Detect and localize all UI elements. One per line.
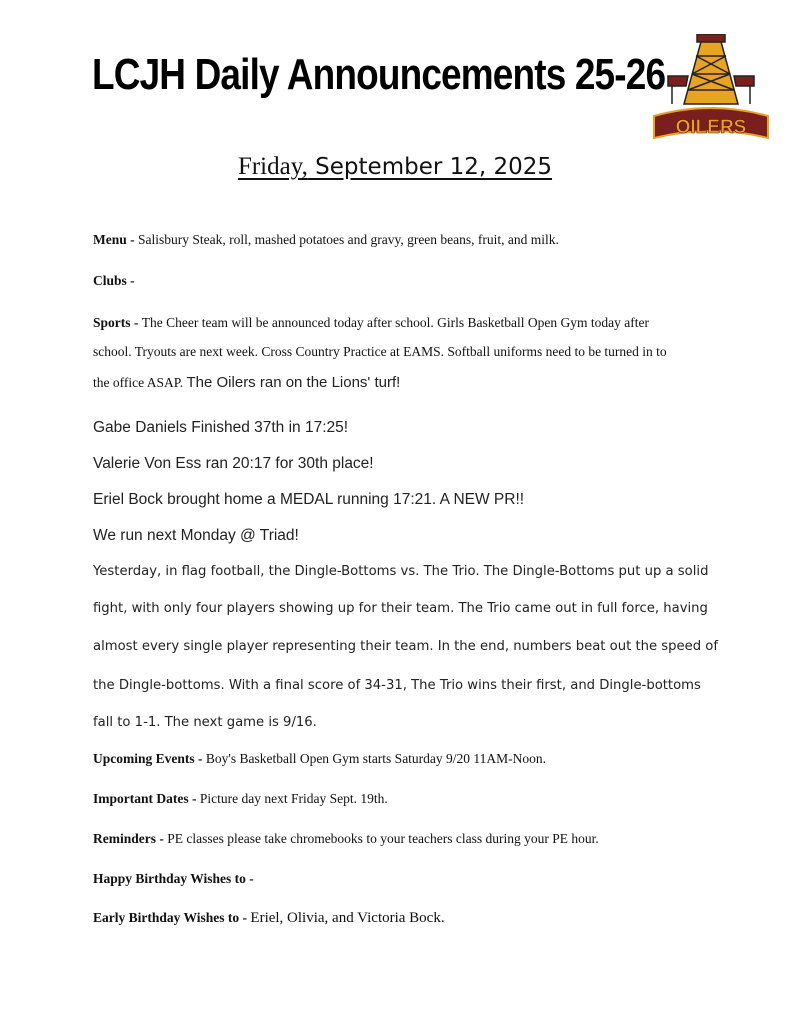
sports-line-1: [93, 315, 649, 331]
cc-result-1: Gabe Daniels Finished 37th in 17:25!: [93, 419, 349, 436]
menu-line: [93, 232, 559, 248]
clubs-line: [93, 273, 135, 289]
reminders-text: PE classes please take chromebooks to your teachers class during your PE hour.: [167, 831, 599, 846]
important-dates-line: [93, 791, 388, 807]
date-full: September 12, 2025: [307, 154, 553, 180]
early-birthday-label: Early Birthday Wishes to -: [93, 910, 251, 925]
clubs-label: Clubs -: [93, 273, 135, 288]
upcoming-events-text: Boy's Basketball Open Gym starts Saturday 9/20 11AM-Noon.: [205, 751, 547, 766]
svg-text:OILERS: OILERS: [675, 117, 747, 138]
flag-football-line-3: almost every single player representing their team. In the end, numbers beat out the speed of: [93, 639, 719, 654]
flag-football-line-5: fall to 1-1. The next game is 9/16.: [93, 715, 317, 730]
date-weekday: Friday,: [237, 153, 308, 180]
birthday-line: [93, 871, 254, 887]
sports-line-3: [93, 374, 400, 391]
important-dates-text: Picture day next Friday Sept. 19th.: [199, 791, 388, 806]
announcement-date: [0, 153, 790, 181]
important-dates-label: Important Dates -: [93, 791, 200, 806]
sports-text-3b: The Oilers ran on the Lions' turf!: [186, 374, 401, 391]
sports-text-1: The Cheer team will be announced today after school. Girls Basketball Open Gym today after: [141, 315, 649, 330]
sports-line-2: school. Tryouts are next week. Cross Country Practice at EAMS. Softball uniforms need to be turned in to: [93, 344, 667, 359]
flag-football-line-2: fight, with only four players showing up for their team. The Trio came out in full force, having: [93, 601, 708, 616]
upcoming-events-line: [93, 751, 546, 767]
oilers-logo: [650, 34, 772, 142]
flag-football-line-4: the Dingle-bottoms. With a final score of 34-31, The Trio wins their first, and Dingle-bottoms: [93, 678, 701, 693]
sports-text-3a: the office ASAP.: [93, 375, 187, 390]
page-title: LCJH Daily Announcements 25-26: [92, 50, 666, 99]
cc-result-2: Valerie Von Ess ran 20:17 for 30th place!: [93, 455, 374, 472]
reminders-line: [93, 831, 599, 847]
menu-label: Menu -: [93, 232, 138, 247]
birthday-label: Happy Birthday Wishes to -: [93, 871, 254, 886]
early-birthday-line: [93, 910, 445, 927]
flag-football-line-1: Yesterday, in flag football, the Dingle-Bottoms vs. The Trio. The Dingle-Bottoms put up a solid: [93, 564, 709, 579]
oil-derrick-icon: [668, 34, 754, 104]
cc-next-meet: We run next Monday @ Triad!: [93, 527, 299, 544]
cc-result-3: Eriel Bock brought home a MEDAL running 17:21. A NEW PR!!: [93, 491, 525, 508]
upcoming-events-label: Upcoming Events -: [93, 751, 206, 766]
menu-text: Salisbury Steak, roll, mashed potatoes and gravy, green beans, fruit, and milk.: [138, 232, 559, 247]
early-birthday-text: Eriel, Olivia, and Victoria Bock.: [250, 910, 445, 926]
reminders-label: Reminders -: [93, 831, 168, 846]
sports-label: Sports -: [93, 315, 142, 330]
